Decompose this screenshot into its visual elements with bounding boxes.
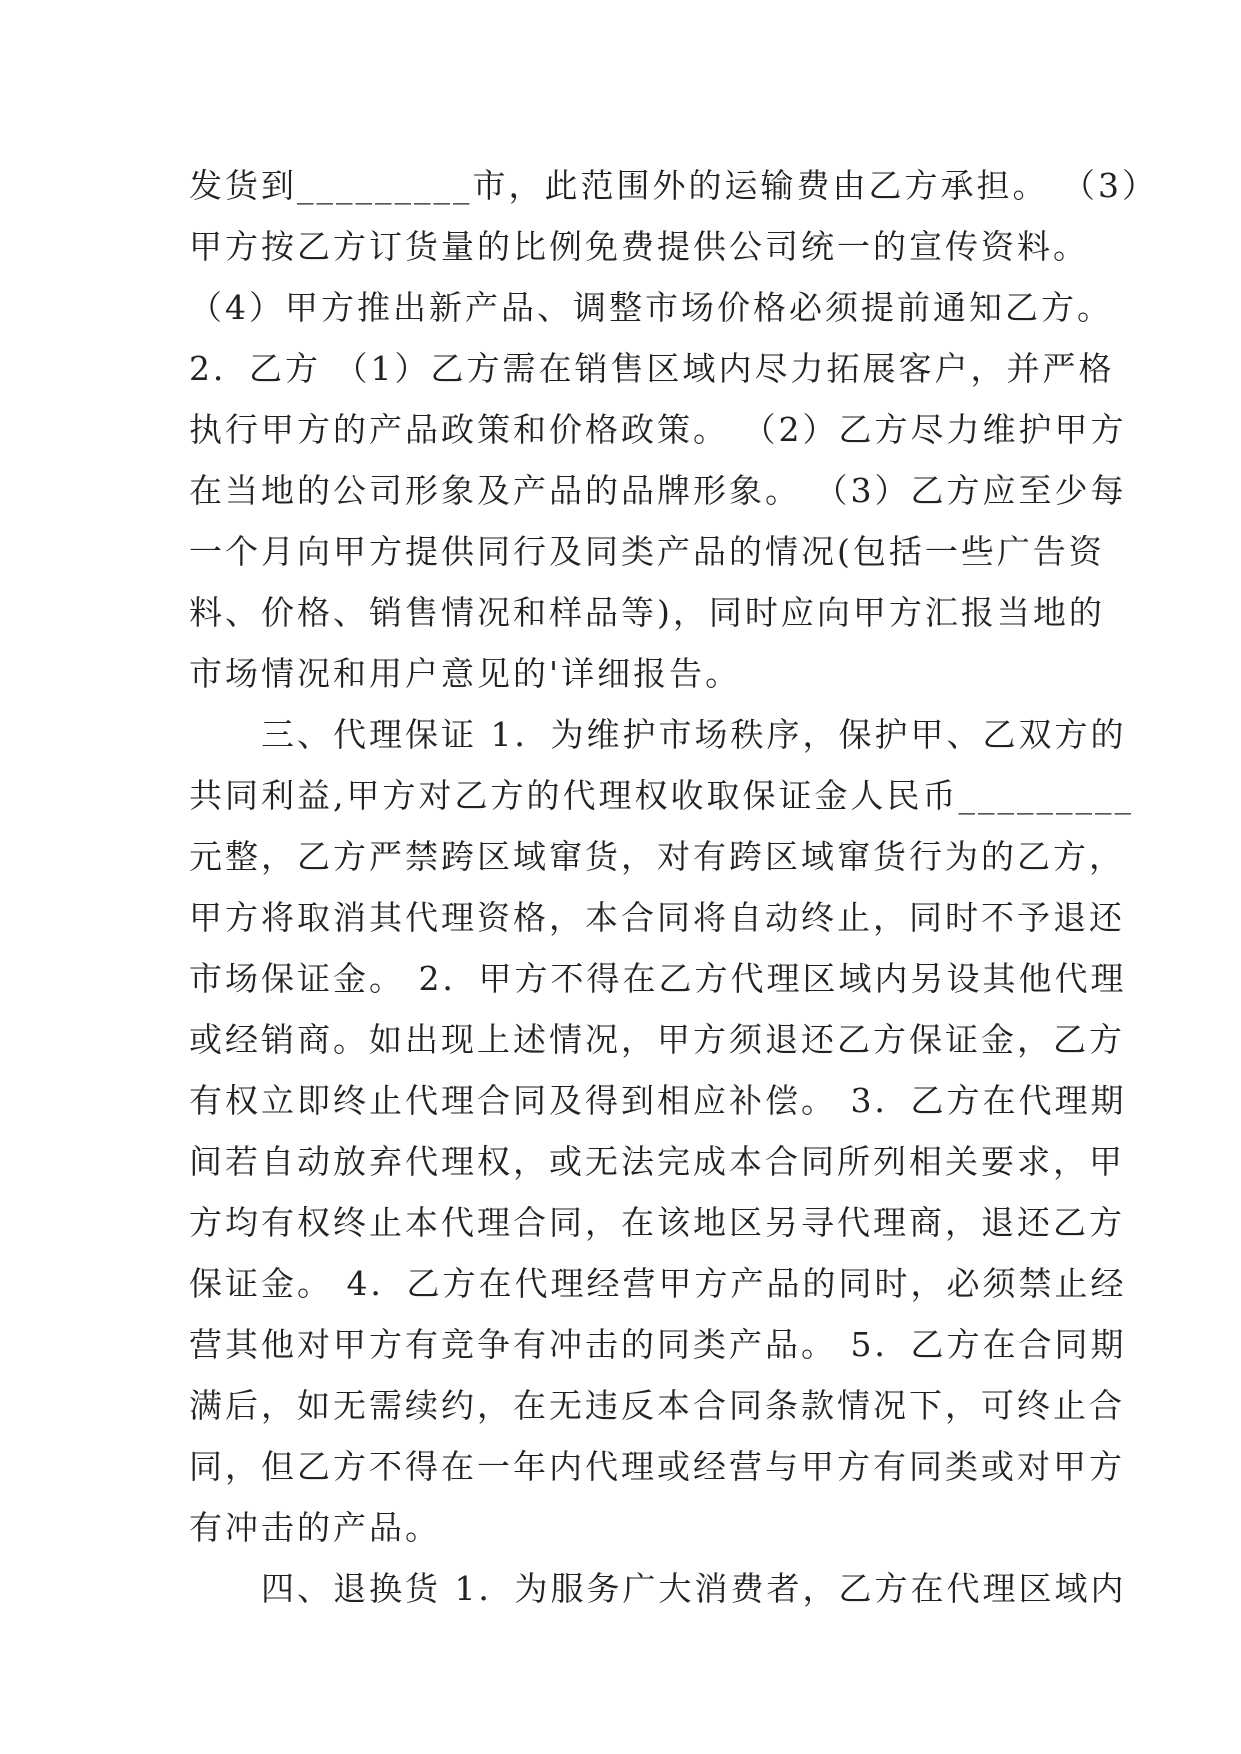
text-line: 间若自动放弃代理权，或无法完成本合同所列相关要求，甲	[189, 1142, 1125, 1181]
section-heading-line: 四、退换货 1．为服务广大消费者，乙方在代理区域内	[189, 1569, 1127, 1608]
text-line: 在当地的公司形象及产品的品牌形象。 （3）乙方应至少每	[189, 471, 1127, 510]
text-line: 甲方按乙方订货量的比例免费提供公司统一的宣传资料。	[189, 227, 1089, 266]
text-line: 方均有权终止本代理合同，在该地区另寻代理商，退还乙方	[189, 1203, 1125, 1242]
text-line: 甲方将取消其代理资格，本合同将自动终止，同时不予退还	[189, 898, 1125, 937]
section-heading-line: 三、代理保证 1．为维护市场秩序，保护甲、乙双方的	[189, 715, 1127, 754]
text-line: 营其他对甲方有竞争有冲击的同类产品。 5．乙方在合同期	[189, 1325, 1127, 1364]
text-line: 满后，如无需续约，在无违反本合同条款情况下，可终止合	[189, 1386, 1125, 1425]
text-line: （4）甲方推出新产品、调整市场价格必须提前通知乙方。	[189, 288, 1113, 327]
contract-body-text	[189, 155, 1158, 1619]
text-line: 元整，乙方严禁跨区域窜货，对有跨区域窜货行为的乙方，	[189, 837, 1125, 876]
text-line: 一个月向甲方提供同行及同类产品的情况(包括一些广告资	[189, 532, 1105, 571]
text-line: 料、价格、销售情况和样品等)，同时应向甲方汇报当地的	[189, 593, 1105, 632]
text-line: 保证金。 4．乙方在代理经营甲方产品的同时，必须禁止经	[189, 1264, 1127, 1303]
text-line: 市场情况和用户意见的'详细报告。	[189, 654, 742, 693]
text-line: 执行甲方的产品政策和价格政策。 （2）乙方尽力维护甲方	[189, 410, 1127, 449]
text-line: 发货到_________市，此范围外的运输费由乙方承担。 （3）	[189, 166, 1158, 205]
text-line: 2．乙方 （1）乙方需在销售区域内尽力拓展客户，并严格	[189, 349, 1115, 388]
text-line: 有冲击的产品。	[189, 1508, 441, 1547]
text-line: 共同利益,甲方对乙方的代理权收取保证金人民币_________	[189, 776, 1134, 815]
text-line: 有权立即终止代理合同及得到相应补偿。 3．乙方在代理期	[189, 1081, 1127, 1120]
text-line: 或经销商。如出现上述情况，甲方须退还乙方保证金，乙方	[189, 1020, 1125, 1059]
text-line: 市场保证金。 2．甲方不得在乙方代理区域内另设其他代理	[189, 959, 1127, 998]
text-line: 同，但乙方不得在一年内代理或经营与甲方有同类或对甲方	[189, 1447, 1125, 1486]
